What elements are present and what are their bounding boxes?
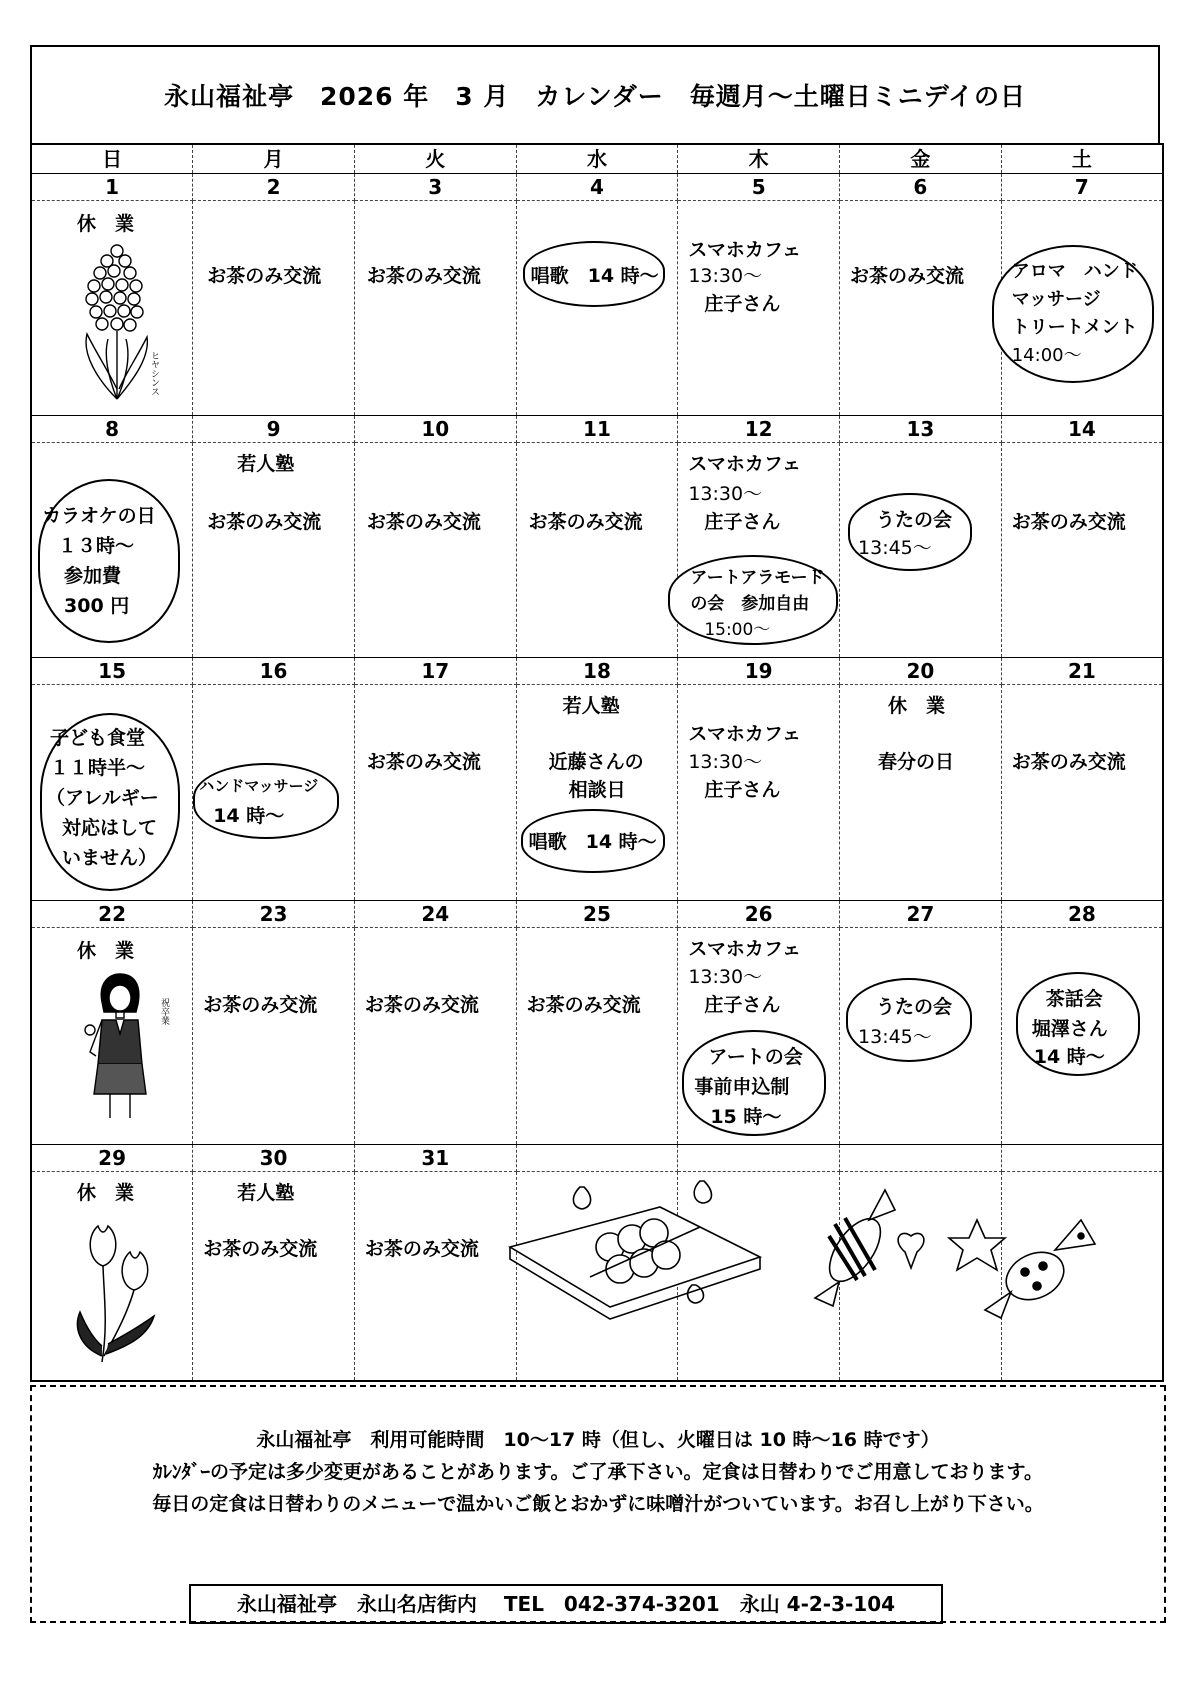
day-cell (516, 201, 678, 416)
event-bubble (1016, 972, 1140, 1076)
smartphone-host: 庄子さん (704, 779, 781, 801)
aroma-line-1: アロマ ハンド (1011, 261, 1138, 282)
sawa-line-3: 14 時～ (1033, 1046, 1105, 1068)
smartphone-time: 13:30～ (688, 483, 763, 505)
sawa-line-1: 茶話会 (1045, 988, 1103, 1010)
art-b-line-1: アートの会 (708, 1046, 803, 1068)
day-cell (678, 928, 840, 1145)
girl-illustration (80, 972, 160, 1122)
day-cell (31, 443, 193, 658)
aroma-line-2: マッサージ (1011, 289, 1101, 310)
date-number: 1 (31, 174, 193, 201)
smartphone-title: スマホカフェ (688, 239, 801, 261)
day-cell (354, 201, 516, 416)
art-b-line-3: 15 時～ (710, 1106, 782, 1128)
weekday-wed: 水 (516, 144, 678, 174)
tea-label: お茶のみ交流 (203, 1238, 318, 1260)
aroma-line-4: 14:00～ (1011, 345, 1082, 366)
smartphone-host: 庄子さん (704, 994, 781, 1016)
date-number: 29 (31, 1145, 193, 1172)
art-a-line-1: アートアラモード (690, 568, 825, 588)
date-number: 30 (193, 1145, 355, 1172)
weekday-fri: 金 (840, 144, 1002, 174)
tea-label: お茶のみ交流 (207, 511, 322, 533)
karaoke-line-4: 300 円 (64, 595, 130, 617)
date-number: 22 (31, 901, 193, 928)
closed-label: 休 業 (77, 1182, 135, 1204)
date-number: 26 (678, 901, 840, 928)
tea-label: お茶のみ交流 (366, 265, 481, 287)
art-b-line-2: 事前申込制 (694, 1076, 790, 1098)
day-cell (354, 1172, 516, 1382)
kids-line-3: （アレルギー (46, 787, 159, 809)
smartphone-time: 13:30～ (688, 265, 763, 287)
day-cell (354, 685, 516, 901)
event-bubble (193, 763, 339, 839)
kondo-line-2: 相談日 (568, 779, 626, 801)
day-cell (193, 685, 355, 901)
sawa-line-2: 堀澤さん (1031, 1018, 1108, 1040)
dango-illustration (500, 1177, 770, 1327)
event-row (31, 928, 1163, 1145)
date-number: 13 (840, 416, 1002, 443)
day-cell (840, 928, 1002, 1145)
weekday-mon: 月 (193, 144, 355, 174)
date-number: 7 (1001, 174, 1163, 201)
tea-label: お茶のみ交流 (528, 511, 643, 533)
weekday-header-row (31, 144, 1163, 174)
tea-label: お茶のみ交流 (364, 994, 479, 1016)
date-number (840, 1145, 1002, 1172)
uta-line-2: 13:45～ (858, 537, 932, 559)
day-cell (678, 685, 840, 901)
day-cell (354, 443, 516, 658)
footer-box (30, 1385, 1166, 1623)
day-cell (1001, 443, 1163, 658)
date-number: 16 (193, 658, 355, 685)
tea-label: お茶のみ交流 (207, 265, 322, 287)
tea-label: お茶のみ交流 (1011, 751, 1126, 773)
date-number: 6 (840, 174, 1002, 201)
day-cell (31, 928, 193, 1145)
date-row (31, 174, 1163, 201)
tea-label: お茶のみ交流 (526, 994, 641, 1016)
event-bubble (40, 713, 180, 891)
day-cell (354, 928, 516, 1145)
date-number: 2 (193, 174, 355, 201)
wakodo-label: 若人塾 (237, 1182, 295, 1204)
event-bubble (521, 809, 665, 873)
event-bubble (682, 1030, 826, 1136)
kids-line-2: １１時半～ (50, 757, 146, 779)
event-row (31, 201, 1163, 416)
date-number: 12 (678, 416, 840, 443)
smartphone-title: スマホカフェ (688, 453, 801, 475)
kids-line-1: 子ども食堂 (50, 727, 146, 749)
smartphone-title: スマホカフェ (688, 938, 801, 960)
uta-line-2: 13:45～ (858, 1026, 932, 1048)
day-cell (31, 201, 193, 416)
day-cell (840, 443, 1002, 658)
day-cell (678, 443, 840, 658)
date-number: 28 (1001, 901, 1163, 928)
date-number: 24 (354, 901, 516, 928)
calendar-page (30, 45, 1160, 1382)
day-cell (31, 1172, 193, 1382)
art-a-line-2: の会 参加自由 (690, 594, 810, 614)
day-cell (193, 443, 355, 658)
date-row (31, 1145, 1163, 1172)
closed-label: 休 業 (77, 213, 135, 235)
day-cell (31, 685, 193, 901)
date-number: 20 (840, 658, 1002, 685)
event-row (31, 443, 1163, 658)
smartphone-time: 13:30～ (688, 966, 763, 988)
wakodo-label: 若人塾 (562, 695, 620, 717)
tea-label: お茶のみ交流 (366, 511, 481, 533)
holiday-label: 春分の日 (878, 751, 955, 773)
uta-line-1: うたの会 (876, 996, 953, 1018)
date-number (516, 1145, 678, 1172)
date-number: 15 (31, 658, 193, 685)
date-number: 5 (678, 174, 840, 201)
karaoke-line-3: 参加費 (64, 565, 122, 587)
date-number: 31 (354, 1145, 516, 1172)
address-box: 永山福祉亭 永山名店街内 TEL 042-374-3201 永山 4-2-3-104 (189, 1584, 943, 1624)
candy-illustration (805, 1180, 1125, 1320)
karaoke-line-2: １３時～ (58, 535, 135, 557)
day-cell (193, 1172, 355, 1382)
closed-label: 休 業 (77, 940, 135, 962)
kids-line-5: いません） (62, 847, 158, 869)
date-number: 4 (516, 174, 678, 201)
day-cell (516, 685, 678, 901)
wakodo-label: 若人塾 (237, 453, 295, 475)
karaoke-line-1: カラオケの日 (42, 505, 156, 527)
hand-line-1: ハンドマッサージ (199, 777, 319, 795)
art-a-line-3: 15:00～ (704, 620, 771, 640)
date-number (678, 1145, 840, 1172)
tulip-illustration (68, 1216, 168, 1366)
smartphone-host: 庄子さん (704, 293, 781, 315)
date-number: 3 (354, 174, 516, 201)
hours-line: 永山福祉亭 利用可能時間 10～17 時（但し、火曜日は 10 時～16 時です） (256, 1429, 940, 1451)
date-row (31, 658, 1163, 685)
date-number: 27 (840, 901, 1002, 928)
tea-label: お茶のみ交流 (1011, 511, 1126, 533)
date-number (1001, 1145, 1163, 1172)
day-cell (516, 928, 678, 1145)
date-number: 11 (516, 416, 678, 443)
hand-line-2: 14 時～ (213, 805, 285, 827)
tea-label: お茶のみ交流 (850, 265, 965, 287)
event-bubble (668, 555, 838, 645)
singing-label: 唱歌 14 時～ (530, 265, 659, 287)
date-row (31, 416, 1163, 443)
day-cell (516, 443, 678, 658)
date-number: 19 (678, 658, 840, 685)
date-number: 14 (1001, 416, 1163, 443)
hyacinth-caption: ヒヤシンス (149, 351, 159, 396)
day-cell (840, 685, 1002, 901)
kondo-line-1: 近藤さんの (548, 751, 644, 773)
date-number: 9 (193, 416, 355, 443)
kids-line-4: 対応はして (62, 817, 158, 839)
tea-label: お茶のみ交流 (364, 1238, 479, 1260)
tea-label: お茶のみ交流 (203, 994, 318, 1016)
smartphone-host: 庄子さん (704, 511, 781, 533)
day-cell (1001, 201, 1163, 416)
date-number: 25 (516, 901, 678, 928)
uta-line-1: うたの会 (876, 509, 953, 531)
weekday-sun: 日 (31, 144, 193, 174)
date-number: 10 (354, 416, 516, 443)
weekday-thu: 木 (678, 144, 840, 174)
artist-signature-icon: 祝卒業 (159, 998, 169, 1025)
date-number: 8 (31, 416, 193, 443)
day-cell (840, 201, 1002, 416)
day-cell (1001, 928, 1163, 1145)
aroma-line-3: トリートメント (1011, 317, 1138, 338)
singing-label: 唱歌 14 時～ (528, 831, 657, 853)
day-cell (193, 928, 355, 1145)
date-number: 21 (1001, 658, 1163, 685)
event-bubble (523, 241, 665, 307)
day-cell (193, 201, 355, 416)
date-row (31, 901, 1163, 928)
tea-label: お茶のみ交流 (366, 751, 481, 773)
event-bubble (38, 479, 180, 643)
smartphone-time: 13:30～ (688, 751, 763, 773)
event-row (31, 685, 1163, 901)
notice-line: ｶﾚﾝﾀﾞｰの予定は多少変更があることがあります。ご了承下さい。定食は日替わりでご用意しております。 (153, 1461, 1043, 1483)
date-number: 17 (354, 658, 516, 685)
date-number: 23 (193, 901, 355, 928)
event-bubble (992, 245, 1154, 383)
event-bubble (848, 493, 972, 571)
page-title: 永山福祉亭 2026 年 3 月 カレンダー 毎週月～土曜日ミニデイの日 (30, 45, 1160, 143)
meal-line: 毎日の定食は日替わりのメニューで温かいご飯とおかずに味噌汁がついています。お召し上がり下さい。 (152, 1493, 1044, 1515)
date-number: 18 (516, 658, 678, 685)
closed-label: 休 業 (888, 695, 946, 717)
weekday-sat: 土 (1001, 144, 1163, 174)
event-bubble (846, 978, 972, 1062)
day-cell (678, 201, 840, 416)
smartphone-title: スマホカフェ (688, 723, 801, 745)
weekday-tue: 火 (354, 144, 516, 174)
day-cell (1001, 685, 1163, 901)
